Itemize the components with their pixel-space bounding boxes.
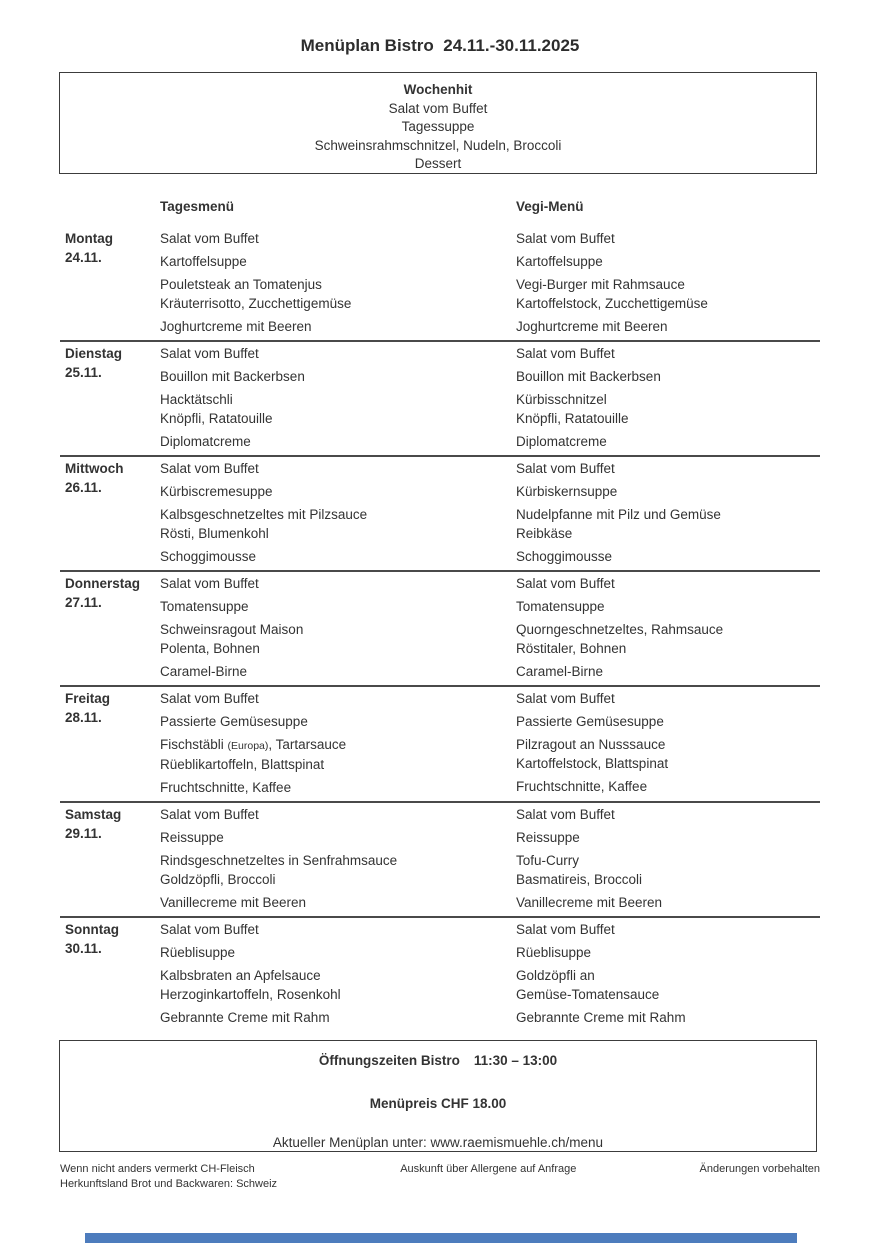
- menu-item: Rüeblisuppe: [160, 945, 236, 960]
- menu-item: Joghurtcreme mit Beeren: [160, 319, 312, 334]
- menu-item: Reissuppe: [160, 830, 224, 845]
- menu-item: Hacktätschli: [160, 392, 233, 407]
- tagesmenu-cell: [160, 232, 516, 334]
- menu-item: Fruchtschnitte, Kaffee: [160, 780, 292, 795]
- menu-item: Salat vom Buffet: [516, 576, 615, 591]
- menu-item: Gebrannte Creme mit Rahm: [516, 1010, 686, 1025]
- vegi-cell: [516, 692, 820, 795]
- day-date: 27.11.: [65, 595, 102, 610]
- menu-item: Vanillecreme mit Beeren: [516, 895, 663, 910]
- menu-item: Schoggimousse: [160, 549, 257, 564]
- menu-item: Joghurtcreme mit Beeren: [516, 319, 668, 334]
- footer-note-left: Wenn nicht anders vermerkt CH-Fleisch Herkunftsland Brot und Backwaren: Schweiz: [60, 1163, 278, 1190]
- menu-item: Reibkäse: [516, 526, 573, 541]
- menu-item: Salat vom Buffet: [516, 461, 615, 476]
- opening-hours-line: [60, 1053, 816, 1068]
- day-label: [60, 232, 160, 334]
- menu-item: Basmatireis, Broccoli: [516, 872, 643, 887]
- day-name: Dienstag: [65, 346, 123, 361]
- day-row-freitag: [60, 687, 820, 803]
- menu-item: Kürbisschnitzel: [516, 392, 607, 407]
- menu-item: Tofu-Curry: [516, 853, 580, 868]
- wochenhit-box: [59, 72, 817, 174]
- footer-note-center: Auskunft über Allergene auf Anfrage: [400, 1163, 577, 1175]
- menu-item: Bouillon mit Backerbsen: [160, 369, 305, 384]
- menu-item: Salat vom Buffet: [160, 691, 259, 706]
- vegi-cell: [516, 923, 820, 1025]
- menu-item: Salat vom Buffet: [160, 346, 259, 361]
- menu-item: Goldzöpfli an: [516, 968, 595, 983]
- info-box: [59, 1040, 817, 1152]
- menu-item: Kalbsbraten an Apfelsauce: [160, 968, 321, 983]
- menu-item: Rösti, Blumenkohl: [160, 526, 269, 541]
- opening-hours-value: 11:30 – 13:00: [473, 1053, 558, 1068]
- day-name: Sonntag: [65, 922, 119, 937]
- menu-item: Kartoffelsuppe: [516, 254, 603, 269]
- day-label: [60, 577, 160, 679]
- menu-item: Salat vom Buffet: [516, 922, 615, 937]
- menu-item: Tomatensuppe: [160, 599, 249, 614]
- menu-item: Pouletsteak an Tomatenjus: [160, 277, 322, 292]
- day-date: 25.11.: [65, 365, 102, 380]
- menu-url-link[interactable]: www.raemismuehle.ch/menu: [430, 1135, 604, 1150]
- menu-item: Salat vom Buffet: [160, 922, 259, 937]
- menu-item: Knöpfli, Ratatouille: [516, 411, 629, 426]
- menu-item: Kartoffelsuppe: [160, 254, 247, 269]
- day-column-spacer: [60, 199, 160, 214]
- day-label: [60, 808, 160, 910]
- menu-item: Salat vom Buffet: [516, 807, 615, 822]
- vegi-cell: [516, 577, 820, 679]
- menu-item: Kartoffelstock, Zucchettigemüse: [516, 296, 708, 311]
- day-date: 24.11.: [65, 250, 102, 265]
- day-name: Montag: [65, 231, 113, 246]
- column-header-tagesmenu: Tagesmenü: [160, 199, 235, 214]
- menu-item: Schoggimousse: [516, 549, 613, 564]
- day-name: Freitag: [65, 691, 111, 706]
- menu-item: Salat vom Buffet: [160, 231, 259, 246]
- wochenhit-line: Dessert: [414, 156, 462, 172]
- menu-item: Fruchtschnitte, Kaffee: [516, 779, 648, 794]
- tagesmenu-cell: [160, 577, 516, 679]
- day-row-dienstag: [60, 342, 820, 457]
- day-date: 30.11.: [65, 941, 102, 956]
- menu-item: Passierte Gemüsesuppe: [516, 714, 664, 729]
- menu-item: Herzoginkartoffeln, Rosenkohl: [160, 987, 341, 1002]
- footer-notes: [60, 1162, 820, 1192]
- day-label: [60, 347, 160, 449]
- menu-table-header: [60, 199, 820, 214]
- day-date: 26.11.: [65, 480, 102, 495]
- wochenhit-title: Wochenhit: [403, 82, 473, 97]
- tagesmenu-cell: [160, 347, 516, 449]
- menu-item: Diplomatcreme: [160, 434, 251, 449]
- menu-item: Salat vom Buffet: [516, 231, 615, 246]
- menu-item: Kürbiskernsuppe: [516, 484, 618, 499]
- menu-item: Rindsgeschnetzeltes in Senfrahmsauce: [160, 853, 398, 868]
- day-row-samstag: [60, 803, 820, 918]
- menu-item: Röstitaler, Bohnen: [516, 641, 627, 656]
- menu-item: Kürbiscremesuppe: [160, 484, 273, 499]
- day-name: Samstag: [65, 807, 122, 822]
- day-name: Donnerstag: [65, 576, 141, 591]
- opening-hours-label: Öffnungszeiten Bistro: [318, 1053, 460, 1068]
- menu-item: Salat vom Buffet: [160, 807, 259, 822]
- menu-item: Gemüse-Tomatensauce: [516, 987, 660, 1002]
- menu-item: Salat vom Buffet: [160, 576, 259, 591]
- menu-item: Quorngeschnetzeltes, Rahmsauce: [516, 622, 724, 637]
- menu-item: Rüeblikartoffeln, Blattspinat: [160, 757, 325, 772]
- menu-item: Kartoffelstock, Blattspinat: [516, 756, 669, 771]
- day-date: 29.11.: [65, 826, 102, 841]
- menu-item: Salat vom Buffet: [516, 346, 615, 361]
- menu-item: Schweinsragout Maison: [160, 622, 304, 637]
- menu-item: Passierte Gemüsesuppe: [160, 714, 308, 729]
- day-row-mittwoch: [60, 457, 820, 572]
- footer-note-right: Änderungen vorbehalten: [699, 1163, 820, 1175]
- menu-item: Reissuppe: [516, 830, 580, 845]
- day-label: [60, 462, 160, 564]
- tagesmenu-cell: [160, 462, 516, 564]
- day-row-donnerstag: [60, 572, 820, 687]
- menu-item: Fischstäbli (Europa), Tartarsauce: [160, 737, 347, 752]
- menu-item: Caramel-Birne: [160, 664, 248, 679]
- menu-item: Rüeblisuppe: [516, 945, 592, 960]
- menu-item: Vanillecreme mit Beeren: [160, 895, 307, 910]
- wochenhit-line: Salat vom Buffet: [388, 100, 488, 116]
- menu-item: Vegi-Burger mit Rahmsauce: [516, 277, 685, 292]
- tagesmenu-cell: [160, 692, 516, 795]
- menu-item: Diplomatcreme: [516, 434, 607, 449]
- page-title: Menüplan Bistro 24.11.-30.11.2025: [300, 36, 580, 55]
- vegi-cell: [516, 347, 820, 449]
- menu-item: Pilzragout an Nusssauce: [516, 737, 666, 752]
- menu-price: Menüpreis CHF 18.00: [369, 1096, 507, 1111]
- menu-item: Tomatensuppe: [516, 599, 605, 614]
- wochenhit-line: Tagessuppe: [401, 119, 475, 135]
- menu-item: Bouillon mit Backerbsen: [516, 369, 661, 384]
- menu-item: Salat vom Buffet: [516, 691, 615, 706]
- menu-item: Knöpfli, Ratatouille: [160, 411, 273, 426]
- day-row-montag: [60, 227, 820, 342]
- menu-item: Gebrannte Creme mit Rahm: [160, 1010, 330, 1025]
- tagesmenu-cell: [160, 923, 516, 1025]
- day-row-sonntag: [60, 918, 820, 1031]
- menu-item: Polenta, Bohnen: [160, 641, 260, 656]
- day-name: Mittwoch: [65, 461, 124, 476]
- menu-table: [60, 199, 820, 1031]
- menu-item: Salat vom Buffet: [160, 461, 259, 476]
- day-label: [60, 923, 160, 1025]
- day-date: 28.11.: [65, 710, 102, 725]
- menu-url-line: Aktueller Menüplan unter: www.raemismuehle.ch/menu: [272, 1135, 604, 1150]
- origin-note: (Europa): [227, 740, 269, 752]
- footer-accent-bar: [85, 1233, 797, 1243]
- menu-item: Kalbsgeschnetzeltes mit Pilzsauce: [160, 507, 368, 522]
- vegi-cell: [516, 232, 820, 334]
- menu-item: Nudelpfanne mit Pilz und Gemüse: [516, 507, 721, 522]
- menu-item: Caramel-Birne: [516, 664, 604, 679]
- menu-item: Goldzöpfli, Broccoli: [160, 872, 276, 887]
- day-label: [60, 692, 160, 795]
- vegi-cell: [516, 462, 820, 564]
- column-header-vegi: Vegi-Menü: [516, 199, 584, 214]
- vegi-cell: [516, 808, 820, 910]
- menu-item: Kräuterrisotto, Zucchettigemüse: [160, 296, 352, 311]
- wochenhit-line: Schweinsrahmschnitzel, Nudeln, Broccoli: [314, 137, 562, 153]
- tagesmenu-cell: [160, 808, 516, 910]
